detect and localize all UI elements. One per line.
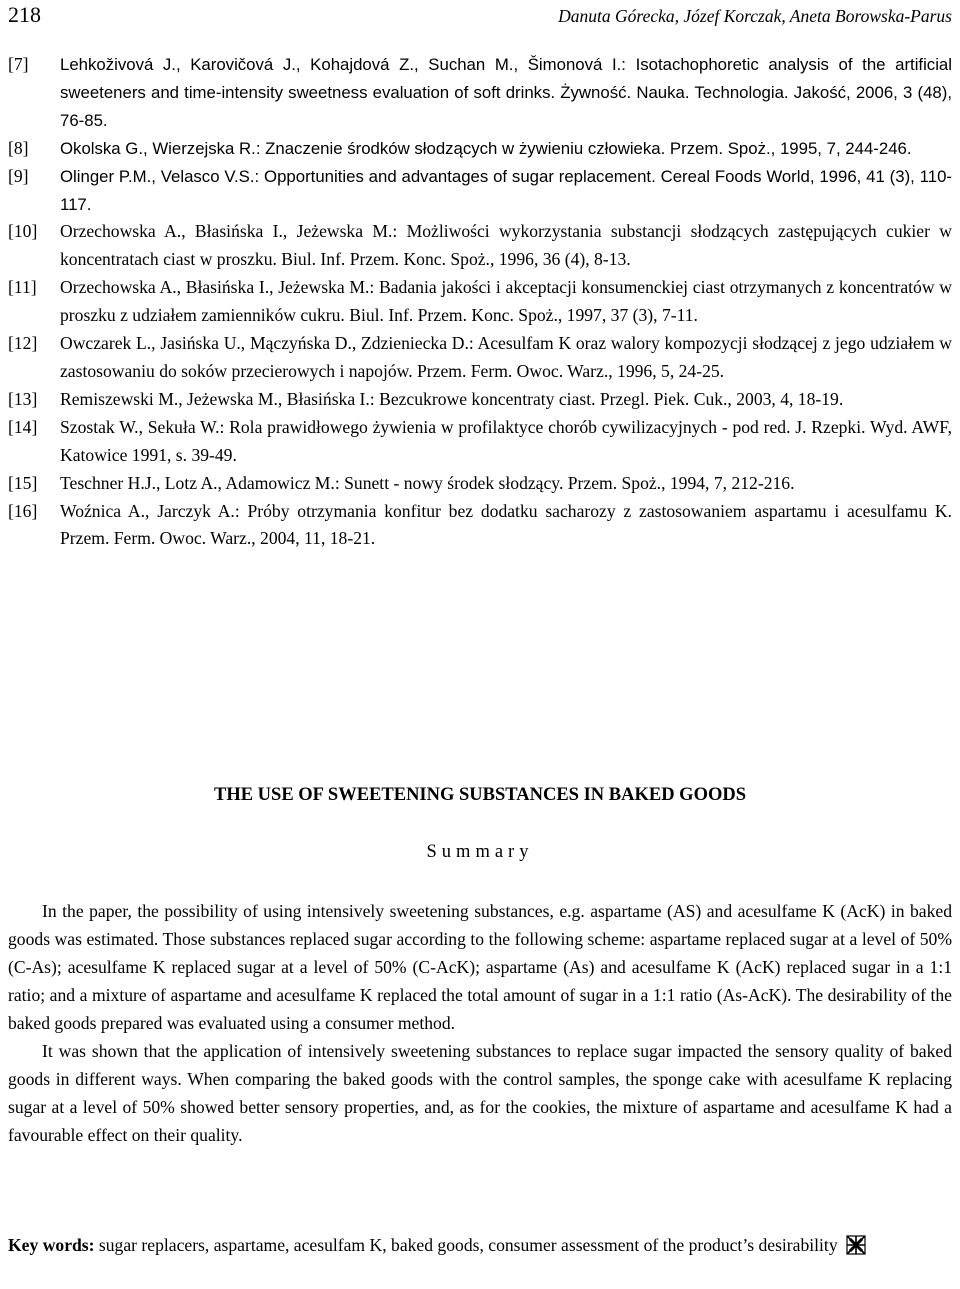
reference-text: Okolska G., Wierzejska R.: Znaczenie środków słodzących w żywieniu człowieka. Przem. Spoż., 1995, 7, 244-246. [60, 138, 912, 158]
reference-number: [11] [8, 277, 37, 298]
reference-list [8, 51, 952, 553]
reference-item [8, 218, 952, 274]
reference-text: Szostak W., Sekuła W.: Rola prawidłowego żywienia w profilaktyce chorób cywilizacyjnych - pod red. J. Rzepki. Wyd. AWF, Katowice 1991, s. 39-49. [60, 416, 952, 465]
page-header [8, 2, 952, 32]
reference-item [8, 51, 952, 135]
reference-text: Orzechowska A., Błasińska I., Jeżewska M.: Badania jakości i akceptacji konsumenckiej ciast otrzymanych z koncentratów w proszku z udziałem zamienników cukru. Biul. Inf. Przem. Konc. Spoż., 1997, 37 (3), 7-11. [60, 277, 952, 326]
reference-number: [15] [8, 472, 38, 493]
reference-number: [14] [8, 416, 38, 437]
reference-item [8, 470, 952, 498]
summary-heading: Summary [426, 842, 534, 862]
reference-number: [13] [8, 388, 38, 409]
abstract [8, 897, 952, 1149]
reference-item [8, 163, 952, 219]
end-mark-icon [846, 1235, 866, 1255]
reference-number: [9] [8, 165, 29, 186]
reference-number: [7] [8, 54, 29, 74]
reference-text: Teschner H.J., Lotz A., Adamowicz M.: Sunett - nowy środek słodzący. Przem. Spoż., 1994, 7, 212-216. [60, 472, 795, 493]
reference-item [8, 414, 952, 470]
reference-item [8, 135, 952, 163]
page-number: 218 [8, 2, 41, 27]
reference-text: Woźnica A., Jarczyk A.: Próby otrzymania konfitur bez dodatku sacharozy z zastosowaniem aspartamu i acesulfamu K. Przem. Ferm. Owoc. Warz., 2004, 11, 18-21. [60, 500, 952, 549]
reference-item [8, 274, 952, 330]
reference-number: [10] [8, 221, 38, 242]
reference-number: [8] [8, 137, 29, 158]
reference-text: Olinger P.M., Velasco V.S.: Opportunities and advantages of sugar replacement. Cereal Foods World, 1996, 41 (3), 110-117. [60, 166, 952, 214]
reference-text: Lehkoživová J., Karovičová J., Kohajdová Z., Suchan M., Šimonová I.: Isotachophoretic analysis of the artificial sweeteners and time-intensity sweetness evaluation of soft drinks. Żywność. Nauka. Technologia. Jakość, 2006, 3 (48), 76-85. [60, 55, 952, 130]
reference-number: [12] [8, 333, 38, 354]
abstract-paragraph: In the paper, the possibility of using intensively sweetening substances, e.g. aspartame (AS) and acesulfame K (AcK) in baked goods was estimated. Those substances replaced sugar according to the following scheme: aspartame replaced sugar at a level of 50% (C-As); acesulfame K replaced sugar at a level of 50% (C-AcK); aspartame (As) and acesulfame K (AcK) replaced sugar in a 1:1 ratio; and a mixture of aspartame and acesulfame K replaced the total amount of sugar in a 1:1 ratio (As-AcK). The desirability of the baked goods prepared was evaluated using a consumer method. [8, 901, 952, 1033]
reference-text: Remiszewski M., Jeżewska M., Błasińska I.: Bezcukrowe koncentraty ciast. Przegl. Piek. Cuk., 2003, 4, 18-19. [60, 388, 844, 409]
reference-item [8, 498, 952, 554]
running-head-authors: Danuta Górecka, Józef Korczak, Aneta Borowska-Parus [558, 6, 952, 26]
summary-title: THE USE OF SWEETENING SUBSTANCES IN BAKED GOODS [213, 785, 746, 805]
keywords-label: Key words: [8, 1235, 95, 1255]
reference-text: Owczarek L., Jasińska U., Mączyńska D., Zdzieniecka D.: Acesulfam K oraz walory kompozycji słodzącej z jego udziałem w zastosowaniu do soków przecierowych i napojów. Przem. Ferm. Owoc. Warz., 1996, 5, 24-25. [60, 333, 952, 381]
abstract-paragraph: It was shown that the application of intensively sweetening substances to replace sugar impacted the sensory quality of baked goods in different ways. When comparing the baked goods with the control samples, the sponge cake with acesulfame K replacing sugar at a level of 50% showed better sensory properties, and, as for the cookies, the mixture of aspartame and acesulfame K had a favourable effect on their quality. [8, 1041, 952, 1145]
reference-item [8, 330, 952, 386]
reference-text: Orzechowska A., Błasińska I., Jeżewska M.: Możliwości wykorzystania substancji słodzących zastępujących cukier w koncentratach ciast w proszku. Biul. Inf. Przem. Konc. Spoż., 1996, 36 (4), 8-13. [60, 221, 952, 270]
keywords [8, 1231, 952, 1259]
reference-item [8, 386, 952, 414]
reference-number: [16] [8, 500, 38, 521]
keywords-text: sugar replacers, aspartame, acesulfam K, baked goods, consumer assessment of the product’s desirability [98, 1235, 838, 1255]
